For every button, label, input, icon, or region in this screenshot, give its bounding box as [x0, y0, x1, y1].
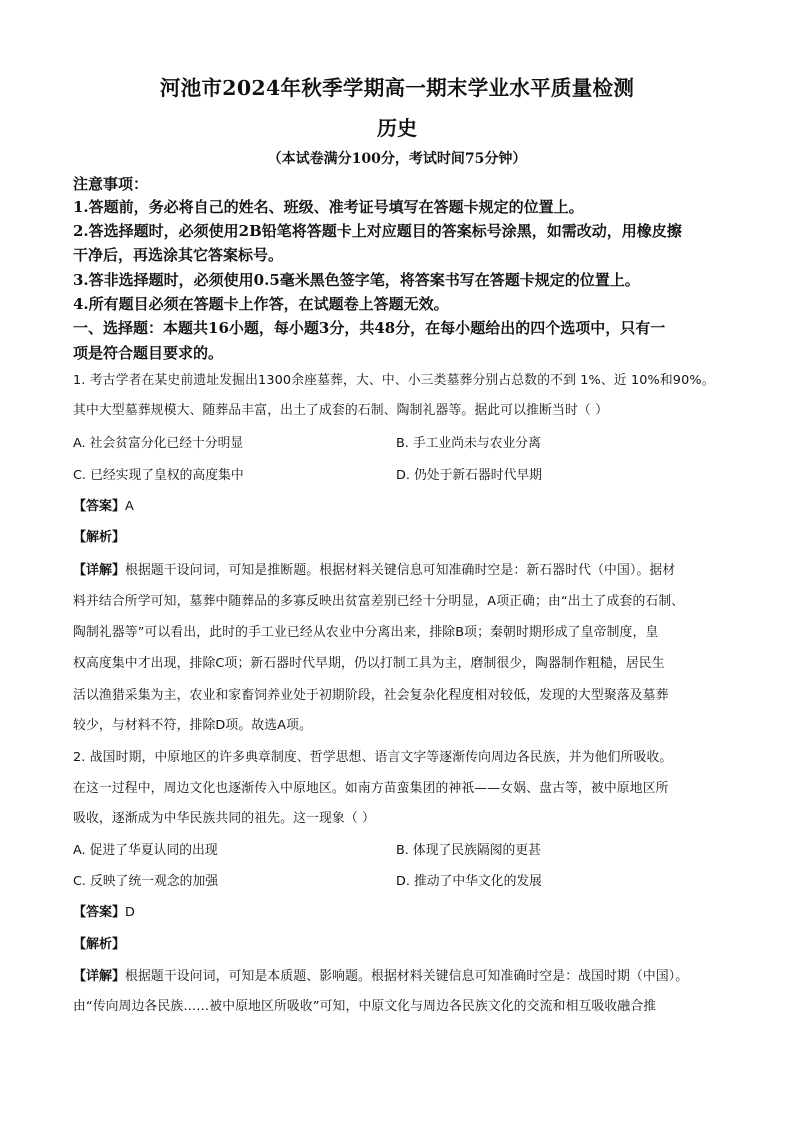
q1-analysis-label [73, 527, 125, 548]
q1-analysis-tag: 【解析】 [73, 530, 126, 545]
q2-option-a: A. 促进了华夏认同的出现 [73, 843, 218, 858]
section-heading-1: 一、选择题：本题共16小题，每小题3分，共48分，在每小题给出的四个选项中，只有一 [73, 319, 666, 337]
q2-answer [73, 902, 135, 923]
exam-info: （本试卷满分100分，考试时间75分钟） [267, 151, 527, 167]
q2-detail-1 [73, 966, 688, 987]
q2-option-d: D. 推动了中华文化的发展 [396, 874, 542, 889]
q2-answer-value: D [125, 905, 136, 920]
q1-option-d: D. 仍处于新石器时代早期 [396, 468, 542, 483]
q2-option-c: C. 反映了统一观念的加强 [73, 874, 219, 889]
q1-detail-1 [73, 560, 675, 581]
q1-answer [73, 496, 134, 517]
q1-detail-3: 陶制礼器等”可以看出，此时的手工业已经从农业中分离出来，排除B项；秦朝时期形成了皇帝制度，皇 [73, 625, 659, 640]
q2-option-b: B. 体现了民族隔阂的更甚 [396, 843, 541, 858]
q2-stem-3: 吸收，逐渐成为中华民族共同的祖先。这一现象（ ） [73, 811, 375, 826]
q2-stem-2: 在这一过程中，周边文化也逐渐传入中原地区。如南方苗蛮集团的神祇——女娲、盘古等，被中原地区所 [73, 781, 669, 796]
q1-option-b: B. 手工业尚未与农业分离 [396, 436, 541, 451]
q1-answer-value: A [125, 499, 134, 514]
q2-answer-label: 【答案】 [73, 905, 126, 920]
notice-item-2b: 干净后，再选涂其它答案标号。 [73, 246, 284, 264]
notice-heading: 注意事项： [73, 175, 149, 193]
q2-stem-1: 2. 战国时期，中原地区的许多典章制度、哲学思想、语言文字等逐渐传向周边各民族，并为他们所吸收。 [73, 750, 673, 765]
q1-option-a: A. 社会贫富分化已经十分明显 [73, 436, 244, 451]
q1-detail-5: 活以渔猎采集为主，农业和家畜饲养业处于初期阶段，社会复杂化程度相对较低，发现的大型聚落及墓葬 [73, 688, 669, 703]
q1-stem-1: 1. 考古学者在某史前遗址发掘出1300余座墓葬，大、中、小三类墓葬分别占总数的不到 1%、近 10%和90%。 [73, 373, 715, 388]
q2-detail-tag: 【详解】 [73, 969, 126, 984]
q2-analysis-tag: 【解析】 [73, 937, 126, 952]
q1-detail-2: 料并结合所学可知，墓葬中随葬品的多寡反映出贫富差别已经十分明显，A项正确；由“出土了成套的石制、 [73, 594, 685, 609]
q1-stem-2: 其中大型墓葬规模大、随葬品丰富，出土了成套的石制、陶制礼器等。据此可以推断当时（ ） [73, 403, 609, 418]
notice-item-1: 1.答题前，务必将自己的姓名、班级、准考证号填写在答题卡规定的位置上。 [73, 198, 584, 216]
q1-detail-6: 较少，与材料不符，排除D项。故选A项。 [73, 718, 313, 733]
q1-detail-4: 权高度集中才出现，排除C项；新石器时代早期，仍以打制工具为主，磨制很少，陶器制作粗糙，居民生 [73, 656, 665, 671]
q1-answer-label: 【答案】 [73, 499, 126, 514]
q1-detail-text-1: 根据题干设问词，可知是推断题。根据材料关键信息可知准确时空是：新石器时代（中国）。据材 [125, 563, 676, 578]
q1-option-c: C. 已经实现了皇权的高度集中 [73, 468, 244, 483]
notice-item-3: 3.答非选择题时，必须使用0.5毫米黑色签字笔，将答案书写在答题卡规定的位置上。 [73, 271, 640, 289]
notice-item-4: 4.所有题目必须在答题卡上作答，在试题卷上答题无效。 [73, 295, 449, 313]
notice-item-2a: 2.答选择题时，必须使用2B铅笔将答题卡上对应题目的答案标号涂黑，如需改动，用橡皮擦 [73, 222, 682, 240]
q2-detail-text-1: 根据题干设问词，可知是本质题、影响题。根据材料关键信息可知准确时空是：战国时期（中国）。 [125, 969, 689, 984]
q2-detail-2: 由“传向周边各民族……被中原地区所吸收”可知，中原文化与周边各民族文化的交流和相互吸收融合推 [73, 999, 657, 1014]
q2-analysis-label [73, 934, 125, 955]
subject-title: 历史 [377, 116, 417, 140]
section-heading-2: 项是符合题目要求的。 [73, 344, 224, 362]
page-title: 河池市2024年秋季学期高一期末学业水平质量检测 [159, 76, 635, 100]
q1-detail-tag: 【详解】 [73, 563, 126, 578]
